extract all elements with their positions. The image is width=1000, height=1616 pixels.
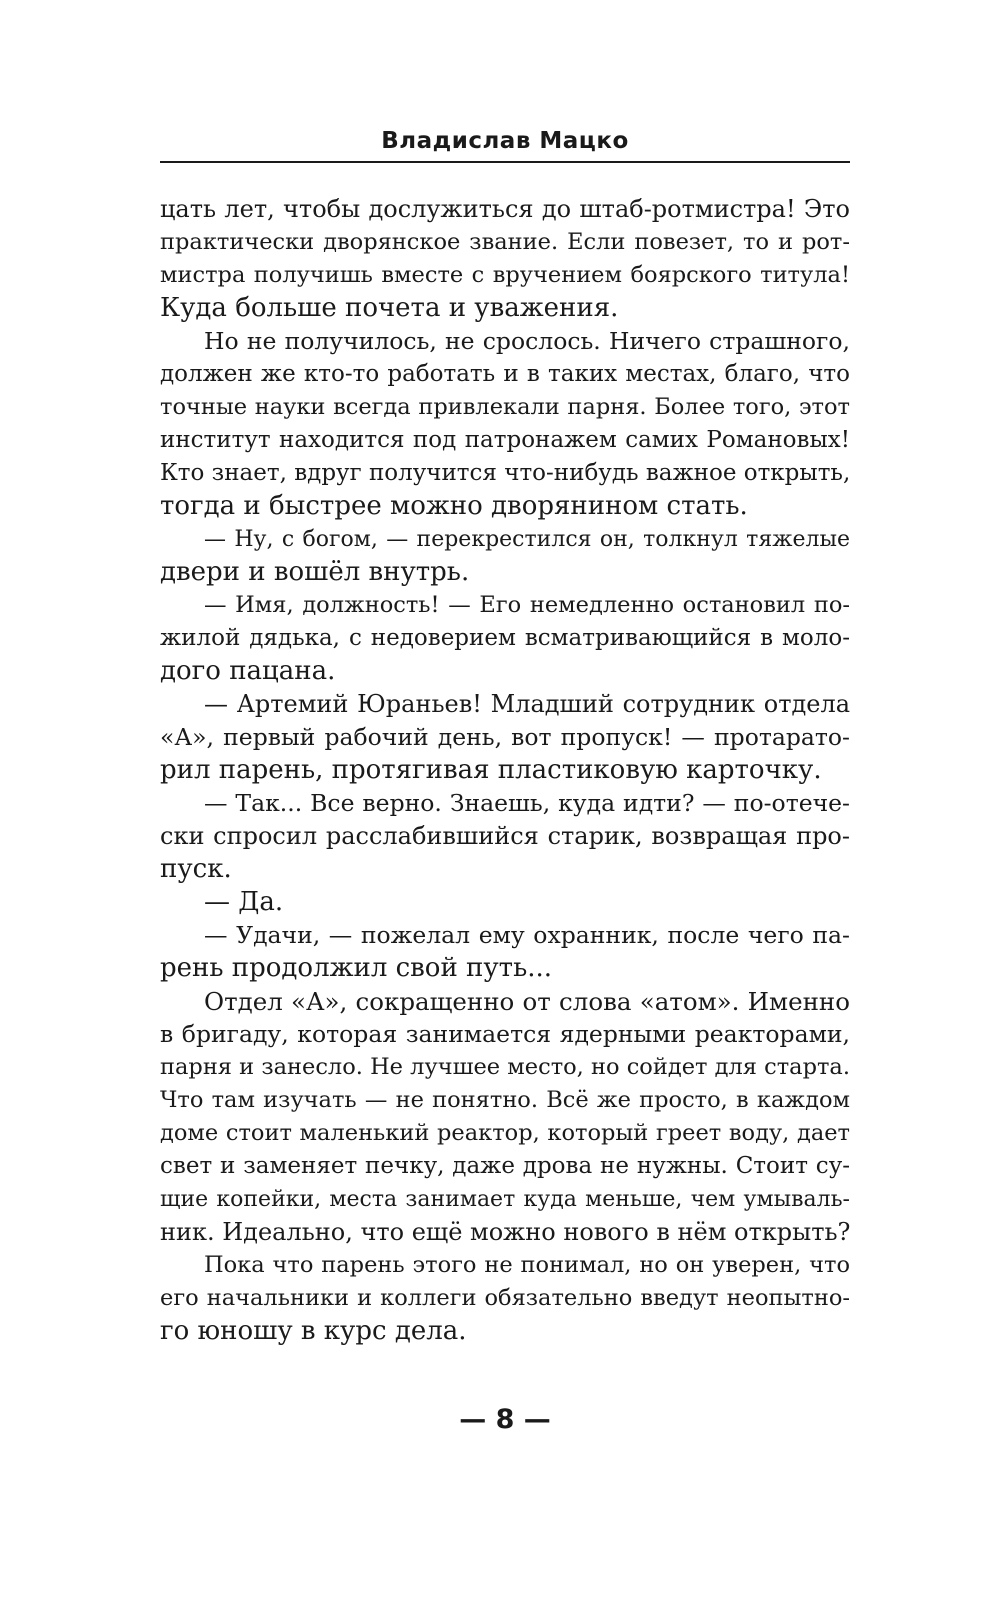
text-line: мистра получишь вместе с вручением боярского титула!: [160, 262, 850, 288]
page-number: — 8 —: [459, 1404, 551, 1435]
running-head-author: Владислав Мацко: [381, 128, 629, 154]
body-text: [160, 193, 850, 1348]
text-line: двери и вошёл внутрь.: [160, 557, 470, 587]
text-line: практически дворянское звание. Если повезет, то и рот-: [160, 229, 850, 255]
text-line: цать лет, чтобы дослужиться до штаб-ротмистра! Это: [160, 195, 850, 223]
text-line: парня и занесло. Не лучшее место, но сойдет для старта.: [160, 1054, 850, 1080]
header-rule: [160, 161, 850, 163]
text-line: рень продолжил свой путь...: [160, 953, 553, 983]
text-line: ник. Идеально, что ещё можно нового в нём открыть?: [160, 1218, 851, 1246]
text-line: — Да.: [204, 887, 284, 917]
text-line: ски спросил расслабившийся старик, возвращая про-: [160, 822, 850, 850]
text-line: го юношу в курс дела.: [160, 1316, 467, 1346]
text-line: Отдел «А», сокращенно от слова «атом». Именно: [204, 987, 850, 1016]
text-line: рил парень, протягивая пластиковую карточку.: [160, 755, 822, 785]
text-line: точные науки всегда привлекали парня. Более того, этот: [160, 394, 850, 420]
text-line: пуск.: [160, 854, 232, 884]
text-line: в бригаду, которая занимается ядерными реакторами,: [160, 1020, 850, 1048]
text-line: его начальники и коллеги обязательно введут неопытно-: [160, 1285, 850, 1311]
text-line: должен же кто-то работать и в таких местах, благо, что: [160, 361, 850, 387]
text-line: — Артемий Юраньев! Младший сотрудник отдела: [204, 690, 850, 718]
text-line: щие копейки, места занимает куда меньше, чем умываль-: [160, 1187, 850, 1212]
text-line: — Удачи, — пожелал ему охранник, после чего па-: [204, 921, 850, 949]
text-line: Кто знает, вдруг получится что-нибудь важное открыть,: [160, 460, 851, 486]
text-line: «А», первый рабочий день, вот пропуск! — протарато-: [160, 723, 850, 751]
text-line: дого пацана.: [160, 656, 336, 686]
text-line: Что там изучать — не понятно. Всё же просто, в каждом: [160, 1087, 850, 1113]
text-line: доме стоит маленький реактор, который греет воду, дает: [160, 1120, 850, 1146]
text-line: Пока что парень этого не понимал, но он уверен, что: [204, 1252, 850, 1278]
text-line: тогда и быстрее можно дворянином стать.: [160, 491, 748, 521]
text-line: — Так... Все верно. Знаешь, куда идти? — по-отече-: [204, 789, 850, 817]
text-line: институт находится под патронажем самих Романовых!: [160, 427, 850, 453]
text-line: Куда больше почета и уважения.: [160, 293, 619, 323]
text-line: свет и заменяет печку, даже дрова не нужны. Стоит су-: [160, 1153, 850, 1179]
text-line: — Имя, должность! — Его немедленно остановил по-: [204, 592, 850, 618]
text-line: жилой дядька, с недоверием всматривающийся в моло-: [160, 625, 850, 651]
text-line: — Ну, с богом, — перекрестился он, толкнул тяжелые: [204, 527, 850, 552]
text-line: Но не получилось, не срослось. Ничего страшного,: [204, 327, 850, 355]
